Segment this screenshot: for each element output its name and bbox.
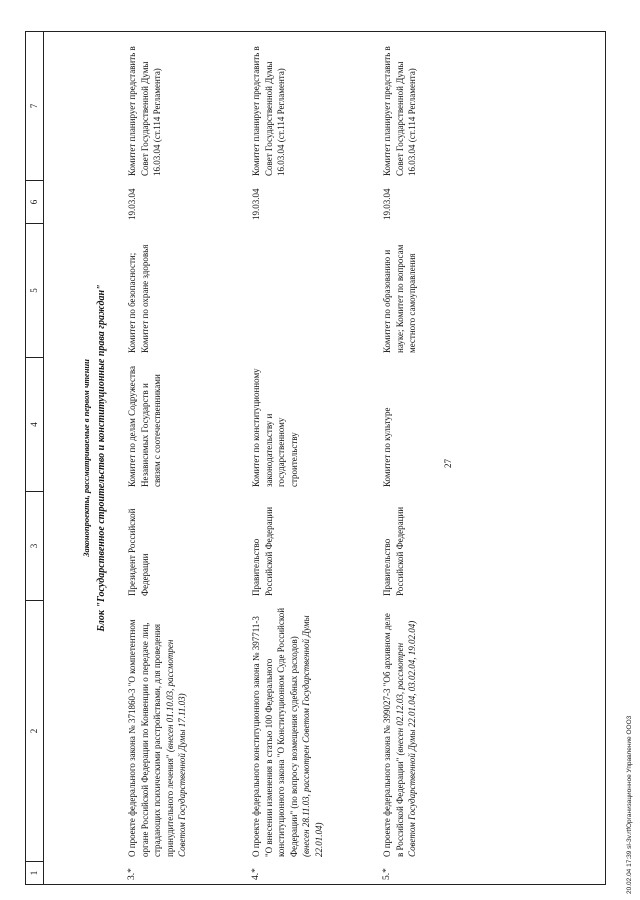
bill-title-text: О проекте федерального конституционного закона № 397711-3 "О внесении изменения в статью 100 Федерального конституционного закона "О Конституционном Суде Российской Федерации" (по вопросу возмещения судебных расходов) <box>251 607 299 857</box>
bill-note: (внесен 02.12.03, рассмотрен Советом Государственной Думы 22.01.04, 03.02.04, 19.02.04) <box>394 620 417 857</box>
responsible-committee: Комитет по конституционному законодательству и государственному строительству <box>251 368 299 487</box>
remark: Комитет планирует представить в Совет Государственной Думы 16.03.04 (ст.114 Регламента) <box>251 46 286 176</box>
bill-note: (внесен 28.11.03, рассмотрен Советом Государственной Думы 22.01.04) <box>301 615 324 857</box>
header-col-6: 6 <box>26 180 43 223</box>
date: 19.03.04 <box>382 188 392 220</box>
block-subtitle: Законопроекты, рассматриваемые в первом чтении <box>81 359 91 557</box>
block-title: Блок "Государственное строительство и конституционные права граждан" <box>96 284 107 632</box>
header-divider <box>43 32 44 884</box>
date: 19.03.04 <box>127 188 137 220</box>
bill-title-text: О проекте федерального закона № 371860-3 "О компетентном органе Российской Федерации по Конвенции о передаче лиц, страдающих психическими расстройствами, для проведения принудительного лечения" <box>127 619 175 857</box>
bill-title <box>381 607 419 857</box>
bill-note: (внесен 01.10.03, рассмотрен Советом Государственной Думы 17.11.03) <box>164 639 187 857</box>
remark: Комитет планирует представить в Совет Государственной Думы 16.03.04 (ст.114 Регламента) <box>382 46 417 176</box>
header-col-7: 7 <box>29 103 39 109</box>
co-committees: Комитет по образованию и науке; Комитет по вопросам местного самоуправления <box>382 244 417 353</box>
row-number: 3.* <box>127 868 137 880</box>
date: 19.03.04 <box>251 188 261 220</box>
row-number: 5.* <box>382 868 392 880</box>
co-committees: Комитет по безопасности; Комитет по охране здоровья <box>127 244 150 353</box>
header-col-1: 1 <box>26 861 43 884</box>
initiator: Президент Российской Федерации <box>127 508 150 596</box>
initiator: Правительство Российской Федерации <box>382 506 405 596</box>
header-col-4: 4 <box>26 357 43 491</box>
row-number: 4.* <box>251 868 261 880</box>
footer-stamp: 20.02.04 17:39 sl-3v.rtfОрганизационное Управление ООО3 <box>626 715 633 894</box>
page-number: 27 <box>443 459 453 468</box>
responsible-committee: Комитет по культуре <box>382 407 392 487</box>
bill-title <box>126 607 189 857</box>
header-col-5: 5 <box>26 223 43 357</box>
remark: Комитет планирует представить в Совет Государственной Думы 16.03.04 (ст.114 Регламента) <box>127 46 162 176</box>
bill-title <box>250 607 325 857</box>
agenda-table <box>25 31 606 885</box>
bill-title-text: О проекте федерального закона № 399027-3 "Об архивном деле в Российской Федерации" <box>382 613 405 857</box>
header-col-3: 3 <box>26 491 43 600</box>
responsible-committee: Комитет по делам Содружества Независимых Государств и связям с соотечественниками <box>127 365 162 487</box>
header-col-2: 2 <box>26 600 43 861</box>
initiator: Правительство Российской Федерации <box>251 506 274 596</box>
